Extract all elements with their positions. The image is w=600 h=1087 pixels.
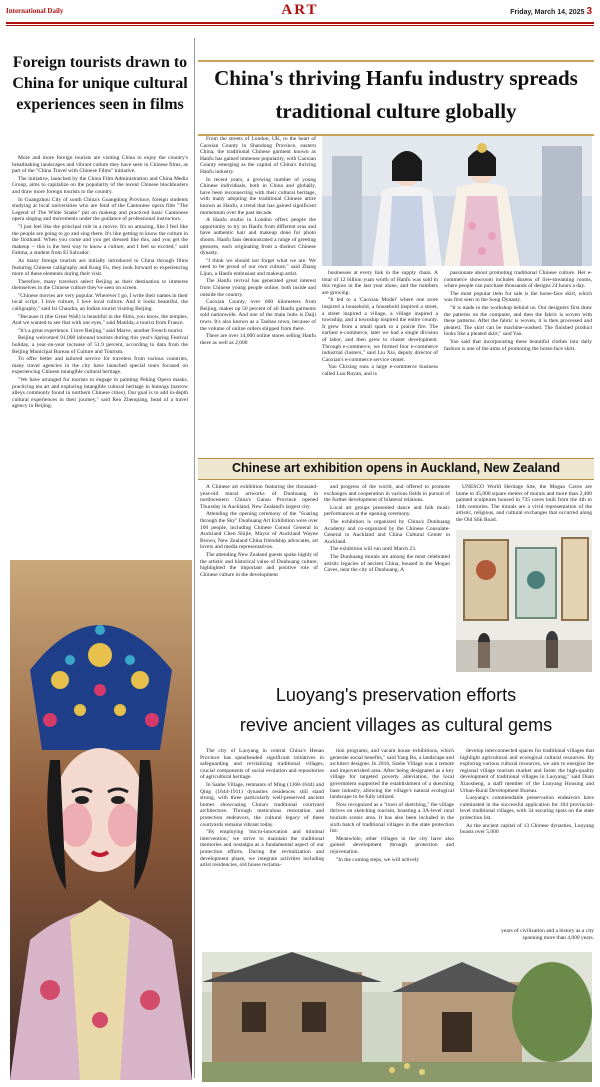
issue-date	[510, 6, 592, 17]
luoyang-headline-line-1: Luoyang's preservation efforts	[275, 685, 517, 705]
paper-name: International Daily	[6, 7, 64, 15]
auckland-column-1	[200, 484, 318, 674]
paragraph: The exhibition is organized by China's Dunhuang Academy and co-organized by the Chinese Consulate-General in Auckland and China Cultural Center in Auckland.	[324, 518, 450, 545]
luoyang-column-3	[460, 748, 594, 928]
paragraph: A Hanfu studio in London offers people the opportunity to try on Hanfu from different eras and have authentic hair and makeup done for photo shoots. Hanfu fans demonstrated a range of greeting gestures, each originating from a distinct Chinese dynasty.	[200, 217, 316, 257]
luoyang-column-1	[200, 748, 324, 948]
paragraph: "It is made in the workshop behind us. Our designers first draw the patterns on the computer, and then the fabric is woven with these patterns. After the fabric is woven, it is then processed and pleated. The skirt can be machine-washed. The finished product looks like a pleated skirt," said Yao.	[444, 304, 592, 338]
masthead-rule	[6, 22, 594, 24]
paragraph: The Dunhuang murals are among the most celebrated artistic legacies of ancient China, housed in the Mogao Caves, near the city of Dunhuang. A	[324, 553, 450, 574]
paragraph: There are over 14,000 online stores selling Hanfu there as well as 2,000	[200, 333, 316, 346]
paragraph: A Chinese art exhibition featuring the thousand-year-old mural artworks of Dunhuang in northwestern China's Gansu Province opened Thursday in Auckland, New Zealand's largest city.	[200, 484, 318, 510]
auckland-column-2	[324, 484, 450, 674]
paragraph: In Guangzhou City of south China's Guangdong Province, foreign students studying at local universities who are fond of the Cantonese opera film "The Legend of The White Snake" put on makeup and practiced basic Cantonese opera singing and movements under the guidance of professional instructors.	[12, 196, 188, 223]
left-story-body	[12, 155, 188, 555]
paragraph: The most popular item for sale is the horse-face skirt, which was first seen in the Song Dynasty.	[444, 290, 592, 304]
paragraph: "I think we should not forget what we are. We need to be proud of our own culture," said Zhang Lijun, a Hanfu enthusiast and makeup artist.	[200, 257, 316, 277]
column-divider	[194, 38, 195, 1078]
paragraph: tion programs, and vacant house exhibitions, which generate social benefits," said Yang Bo, a landscape and architect designer. In 2016, Sanhe Village was a remote and impoverished area. After being designated as a key village for targeted poverty alleviation, the local government supported the establishment of a sketching base industry, allowing the village's natural ecological landscape to be fully utilized.	[330, 748, 454, 801]
paragraph: The initiative, launched by the China Film Administration and China Media Group, aims to capitalize on the popularity of the recent Chinese blockbusters and draw more foreign tourists to the country.	[12, 175, 188, 195]
paragraph: As many foreign tourists are initially introduced to China through films featuring Chinese calligraphy and Kung Fu, they look forward to experiencing more of these elements during their visit.	[12, 257, 188, 278]
paragraph: Luoyang's commendable preservation endeavors have culminated in the successful application for 104 provincial-level traditional villages, with 34 securing spots on the state protection list.	[460, 795, 594, 821]
paragraph: Attending the opening ceremony of the "Soaring through the Sky" Dunhuang Art Exhibition were over 100 people, including Chinese Consul General in Auckland Chen Shijie, Mayor of Auckland Wayne Brown, New Zealand China friendship advocates, art lovers and media representatives.	[200, 511, 318, 551]
paragraph: The exhibition will run until March 23.	[330, 546, 417, 553]
paragraph: develop interconnected spaces for traditional villages that highlight agricultural and ecological cultural resources. By exploring various cultural resources, we aim to energize the regional village tourism market and foster the high-quality development of traditional villages in Luoyang," said Duan Xiaosheng, a staff member of the Luoyang Housing and Urban-Rural Development Bureau.	[460, 748, 594, 794]
paragraph: "It's a great experience. I love Beijing," said Marve, another French tourist.	[18, 327, 184, 334]
village-photo	[202, 952, 592, 1082]
luoyang-headline	[198, 680, 594, 740]
paragraph: "It led to a 'Caoxian Model' where one store inspired a household, a household inspired a street, a street inspired a village, a village inspired a township, and a township inspired the entire county. It grew from a small spark to a prairie fire. The earliest e-commerce, later we had a single division of labor, and then grew to cluster development. Through e-commerce, we formed four e-commerce industrial clusters," said Liu Xia, deputy director of Caoxian's e-commerce service center.	[322, 297, 438, 363]
paragraph: and progress of the world, and offered to promote exchanges and cooperation in various fields in pursuit of the further development of bilateral relations.	[324, 484, 450, 504]
paragraph: Therefore, many travelers select Beijing as their destination to immerse themselves in the Chinese culture they've seen on screen.	[12, 278, 188, 292]
paragraph: passionate about promoting traditional Chinese culture. Her e-commerce showroom includes dozens of live-streaming rooms, where people can purchase thousands of designs 24 hours a day.	[444, 270, 592, 290]
page-number: 3	[586, 6, 592, 17]
paragraph: The Hanfu revival has generated great interest from Chinese young people online, both inside and outside the country.	[200, 278, 316, 298]
paragraph: More and more foreign tourists are visiting China to enjoy the country's breathtaking landscapes and vibrant culture they have seen in Chinese films, as part of the "China Travel with Chinese Films" initiative.	[12, 155, 188, 175]
paragraph: In recent years, a growing number of young Chinese individuals, both in China and globally, have been reconnecting with their cultural heritage, with many adopting the traditional Chinese attire known as Hanfu, a trend that has gained significant momentum over the past decade.	[200, 176, 316, 216]
luoyang-tail-text: years of civilization and a history as a city spanning more than 4,000 years.	[501, 928, 594, 941]
paragraph: Yao said that incorporating these beautiful clothes into daily fashion is one of the aims of promoting the horse-face skirt.	[444, 338, 592, 352]
paragraph: Beijing welcomed 91,000 inbound tourists during this year's Spring Festival holiday, a year-on-year increase of 51.9 percent, according to data from the Beijing Municipal Bureau of Culture and Tourism.	[12, 335, 188, 355]
paragraph: Caoxian County, over 600 kilometers from Beijing, makes up 50 percent of all Hanfu garments sold nationwide. And one of the main hubs is Daiji town. It's also known as a Taobao town, because of the volume of online orders shipped from there.	[200, 299, 316, 332]
paragraph: "In the coming steps, we will actively	[336, 856, 420, 863]
masthead-rule-thin	[6, 25, 594, 26]
paragraph: To offer better and tailored service for travelers from various countries, many travel agencies in the city have launched special tours focused on experiencing Chinese intangible cultural heritage.	[12, 356, 188, 376]
paragraph: "Because it (the Great Wall) is beautiful in the films, you know, the temples. And we wanted to see that with our eyes," said Matilda, a tourist from France.	[12, 313, 188, 327]
left-story-headline: Foreign tourists drawn to China for unique cultural experiences seen in films	[12, 54, 188, 113]
paragraph: Yao Chixing runs a large e-commerce business called Luo Ruyan, and is	[322, 364, 438, 377]
paragraph: "Chinese movies are very popular. Wherever I go, I write their names in their local script. I love culture, I love local culture. And it looks beautiful, the calligraphy," said Isi Chandra, an Indian tourist visiting Beijing.	[12, 292, 188, 313]
luoyang-column-2	[330, 748, 454, 888]
luoyang-headline-line-2: revive ancient villages as cultural gems	[239, 715, 553, 735]
hanfu-column-1	[200, 136, 316, 474]
paragraph: Now recognized as a "town of sketching," the village thrives on sketching tourism, boasting a 3A-level rural tourism scenic area. It has also been included in the sixth batch of traditional villages in the state protection list.	[330, 801, 454, 835]
paragraph: "We have arranged for tourists to engage in painting Peking Opera masks, practicing tea art and exploring intangible cultural heritage in hutongs (narrow alleys commonly found in northern Chinese cities). Our goal is to add in-depth cultural experiences in their journey," said Ren Zhenqiang, head of a travel agency in Beijing.	[12, 377, 188, 410]
paragraph: Meanwhile, other villages in the city have also gained development through protection and rejuvenation.	[330, 835, 454, 855]
date-text: Friday, March 14, 2025	[510, 9, 585, 16]
hanfu-column-2	[322, 270, 438, 474]
paragraph: The attending New Zealand guests spoke highly of the artistic and historical value of Dunhuang culture, highlighted the important and positive role of Chinese culture in the development	[200, 551, 318, 578]
paragraph: From the streets of London, UK, to the heart of Caoxian County in Shandong Province, eastern China, the traditional Chinese garment known as Hanfu has gained immense popularity, with Caoxian County emerging as the capital of China's thriving Hanfu industry.	[200, 136, 316, 175]
paragraph: "By employing 'micro-innovation and minimal intervention,' we strive to maintain the traditional memories and nostalgia as a fundamental aspect of our protection efforts. During the revitalization and development phase, we integrate activities including artist residencies, old house reclama-	[200, 829, 324, 869]
paragraph: In Sanhe Village, remnants of Ming (1368-1644) and Qing (1644-1911) dynasties residences still stand strong, with three particularly well-preserved ancient homes showcasing China's traditional courtyard architecture. Through meticulous restoration and protection endeavors, the cultural legacy of these courtyards remains vibrant today.	[200, 781, 324, 828]
paragraph: UNESCO World Heritage Site, the Mogao Caves are home to 45,000 square meters of murals and more than 2,400 painted sculptures housed in 735 caves built from the 4th to 14th centuries. The murals are a vivid representation of the artistic, religious, and cultural exchanges that occurred along the Old Silk Road.	[456, 484, 592, 523]
paragraph: As the ancient capital of 13 Chinese dynasties, Luoyang boasts over 5,000	[460, 822, 594, 836]
exhibition-photo	[456, 530, 592, 672]
paragraph: The city of Luoyang in central China's Henan Province has spearheaded significant initiatives in safeguarding and revitalizing traditional villages, crucial components of social evolution and repositories of agricultural heritage.	[200, 748, 324, 781]
paragraph: Local art groups presented dance and folk music performances at the opening ceremony.	[324, 504, 450, 518]
hanfu-headline: China's thriving Hanfu industry spreads traditional culture globally	[214, 66, 578, 123]
paragraph: businesses at every link in the supply chain. A total of 12 billion yuan worth of Hanfu was sold in this region in the last year alone, and the numbers are growing.	[322, 270, 438, 296]
hanfu-column-3	[444, 270, 592, 474]
opera-performer-photo	[10, 560, 192, 1080]
auckland-headline: Chinese art exhibition opens in Auckland, New Zealand	[231, 461, 561, 475]
auckland-column-3	[456, 484, 592, 528]
hanfu-women-photo	[322, 136, 592, 266]
section-title: ART	[281, 2, 319, 18]
paragraph: "I just feel like the principal role in a movie. It's so amazing, like I feel like the people are going to go and sing there. It's like getting to know the culture in the firsthand. When you come and you get dressed like this, and you get the makeup -- this is the best way to know a culture, and I feel so excited," said Fatima, a student from El Salvador.	[12, 223, 188, 257]
